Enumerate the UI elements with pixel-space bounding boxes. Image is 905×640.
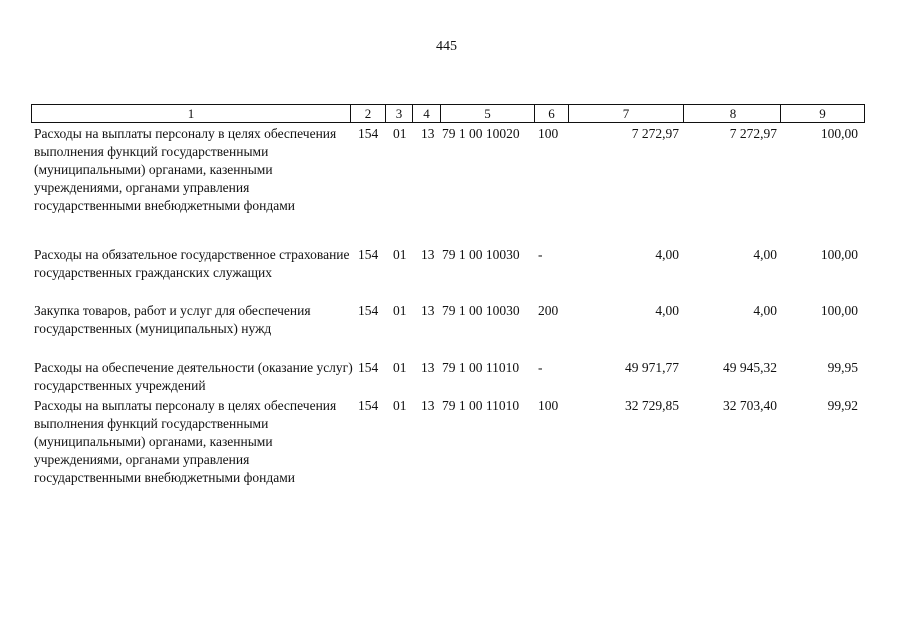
cell-col-3: 01 [393, 126, 407, 141]
row-description: Расходы на выплаты персоналу в целях обеспечения выполнения функций государственными (муниципальными) органами, казенными учреждениями, органами управления государственными внебюджетными фондами [34, 126, 337, 213]
cell-col-5: 79 1 00 10030 [442, 303, 520, 318]
cell-col-2: 154 [358, 360, 379, 375]
page-number: 445 [436, 39, 457, 54]
table-header-col9 [780, 104, 865, 123]
cell-col-9: 100,00 [820, 126, 858, 141]
cell-col-4: 13 [421, 360, 435, 375]
cell-col-7: 4,00 [655, 303, 679, 318]
cell-col-2: 154 [358, 398, 379, 413]
cell-col-7: 32 729,85 [625, 398, 679, 413]
row-description: Закупка товаров, работ и услуг для обеспечения государственных (муниципальных) нужд [34, 303, 311, 336]
cell-col-9: 99,95 [827, 360, 858, 375]
cell-col-4: 13 [421, 126, 435, 141]
cell-col-3: 01 [393, 360, 407, 375]
cell-col-5: 79 1 00 11010 [442, 360, 520, 375]
cell-col-7: 7 272,97 [631, 126, 679, 141]
cell-col-6: 200 [538, 303, 559, 318]
cell-col-8: 4,00 [753, 247, 777, 262]
cell-col-3: 01 [393, 303, 407, 318]
cell-col-2: 154 [358, 126, 379, 141]
cell-col-6: 100 [538, 126, 559, 141]
cell-col-2: 154 [358, 247, 379, 262]
cell-col-9: 100,00 [820, 303, 858, 318]
cell-col-8: 4,00 [753, 303, 777, 318]
cell-col-9: 99,92 [827, 398, 858, 413]
cell-col-4: 13 [421, 398, 435, 413]
cell-col-9: 100,00 [820, 247, 858, 262]
cell-col-3: 01 [393, 247, 407, 262]
cell-col-4: 13 [421, 247, 435, 262]
cell-col-5: 79 1 00 10030 [442, 247, 520, 262]
header-col-4: 4 [412, 105, 440, 122]
cell-col-6: - [538, 247, 543, 262]
cell-col-8: 7 272,97 [729, 126, 777, 141]
header-col-7: 7 [568, 105, 683, 122]
header-col-6: 6 [534, 105, 568, 122]
row-description: Расходы на обязательное государственное страхование государственных гражданских служащих [34, 247, 350, 280]
cell-col-5: 79 1 00 11010 [442, 398, 520, 413]
cell-col-8: 32 703,40 [723, 398, 777, 413]
cell-col-7: 4,00 [655, 247, 679, 262]
cell-col-3: 01 [393, 398, 407, 413]
cell-col-7: 49 971,77 [625, 360, 679, 375]
row-description: Расходы на выплаты персоналу в целях обеспечения выполнения функций государственными (муниципальными) органами, казенными учреждениями, органами управления государственными внебюджетными фондами [34, 398, 337, 485]
header-col-5: 5 [440, 105, 534, 122]
cell-col-6: - [538, 360, 543, 375]
header-col-1: 1 [187, 106, 195, 121]
header-col-8: 8 [683, 105, 782, 122]
row-description: Расходы на обеспечение деятельности (оказание услуг) государственных учреждений [34, 360, 353, 393]
cell-col-4: 13 [421, 303, 435, 318]
cell-col-6: 100 [538, 398, 559, 413]
cell-col-8: 49 945,32 [723, 360, 777, 375]
table-header [31, 104, 781, 123]
header-col-9: 9 [819, 106, 826, 121]
header-col-2: 2 [350, 105, 385, 122]
header-col-3: 3 [385, 105, 412, 122]
cell-col-5: 79 1 00 10020 [442, 126, 520, 141]
cell-col-2: 154 [358, 303, 379, 318]
